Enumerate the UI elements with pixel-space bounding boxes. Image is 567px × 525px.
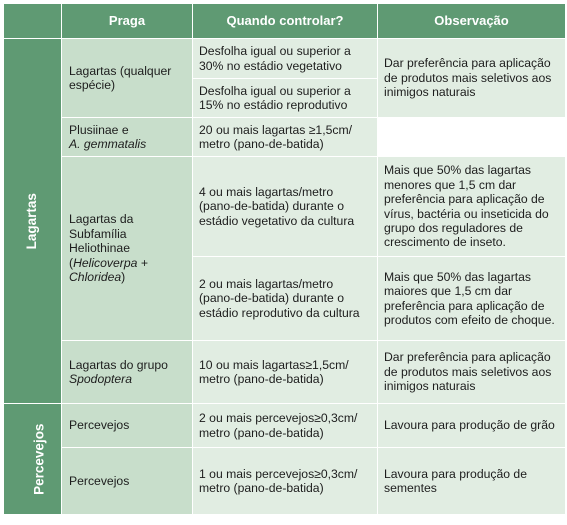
table-row	[4, 404, 566, 448]
table-row	[4, 448, 566, 515]
observation-cell: Lavoura para produção de grão	[378, 404, 566, 448]
observation-cell: Mais que 50% das lagartas maiores que 1,5 cm dar preferência para aplicação de produtos com efeito de choque.	[378, 257, 566, 341]
table-row	[4, 39, 566, 79]
pest-species: Helicoverpa + Chloridea	[69, 255, 148, 285]
pest-cell	[62, 118, 193, 157]
pest-text: Lagartas da Subfamília Heliothinae (	[69, 212, 134, 270]
pest-text-close: )	[121, 270, 126, 285]
pest-cell	[62, 157, 193, 341]
pest-cell: Percevejos	[62, 404, 193, 448]
when-cell: 4 ou mais lagartas/metro (pano-de-batida) durante o estádio vegetativo da cultura	[193, 157, 378, 257]
when-cell: 10 ou mais lagartas≥1,5cm/ metro (pano-de-batida)	[193, 341, 378, 404]
group-label-percevejos: Percevejos	[31, 423, 47, 495]
when-cell: Desfolha igual ou superior a 30% no estádio vegetativo	[193, 39, 378, 79]
pest-cell: Percevejos	[62, 448, 193, 515]
observation-cell: Dar preferência para aplicação de produtos mais seletivos aos inimigos naturais	[378, 39, 566, 118]
header-observation: Observação	[378, 4, 566, 39]
table-row	[4, 341, 566, 404]
table-row	[4, 118, 566, 157]
when-cell: 2 ou mais lagartas/metro (pano-de-batida) durante o estádio reprodutivo da cultura	[193, 257, 378, 341]
header-pest: Praga	[62, 4, 193, 39]
pest-text: Plusiinae e	[69, 122, 129, 137]
pest-cell	[62, 341, 193, 404]
table-row	[4, 157, 566, 257]
header-when: Quando controlar?	[193, 4, 378, 39]
when-cell: Desfolha igual ou superior a 15% no estádio reprodutivo	[193, 79, 378, 118]
when-cell: 1 ou mais percevejos≥0,3cm/ metro (pano-de-batida)	[193, 448, 378, 515]
group-percevejos	[4, 404, 62, 515]
group-lagartas	[4, 39, 62, 404]
group-label-lagartas: Lagartas	[24, 192, 40, 250]
pest-text: Lagartas do grupo	[69, 357, 168, 372]
header-row	[4, 4, 566, 39]
pest-cell: Lagartas (qualquer espécie)	[62, 39, 193, 118]
observation-cell: Dar preferência para aplicação de produtos mais seletivos aos inimigos naturais	[378, 341, 566, 404]
pest-species: Spodoptera	[69, 372, 133, 386]
when-cell: 20 ou mais lagartas ≥1,5cm/ metro (pano-de-batida)	[193, 118, 378, 157]
observation-cell: Mais que 50% das lagartas menores que 1,5 cm dar preferência para aplicação de vírus, bactéria ou inseticida do grupo dos reguladores de crescimento de inseto.	[378, 157, 566, 257]
when-cell: 2 ou mais percevejos≥0,3cm/ metro (pano-de-batida)	[193, 404, 378, 448]
observation-cell: Lavoura para produção de sementes	[378, 448, 566, 515]
pest-control-table	[3, 3, 566, 515]
header-group	[4, 4, 62, 39]
pest-species: A. gemmatalis	[69, 137, 147, 151]
